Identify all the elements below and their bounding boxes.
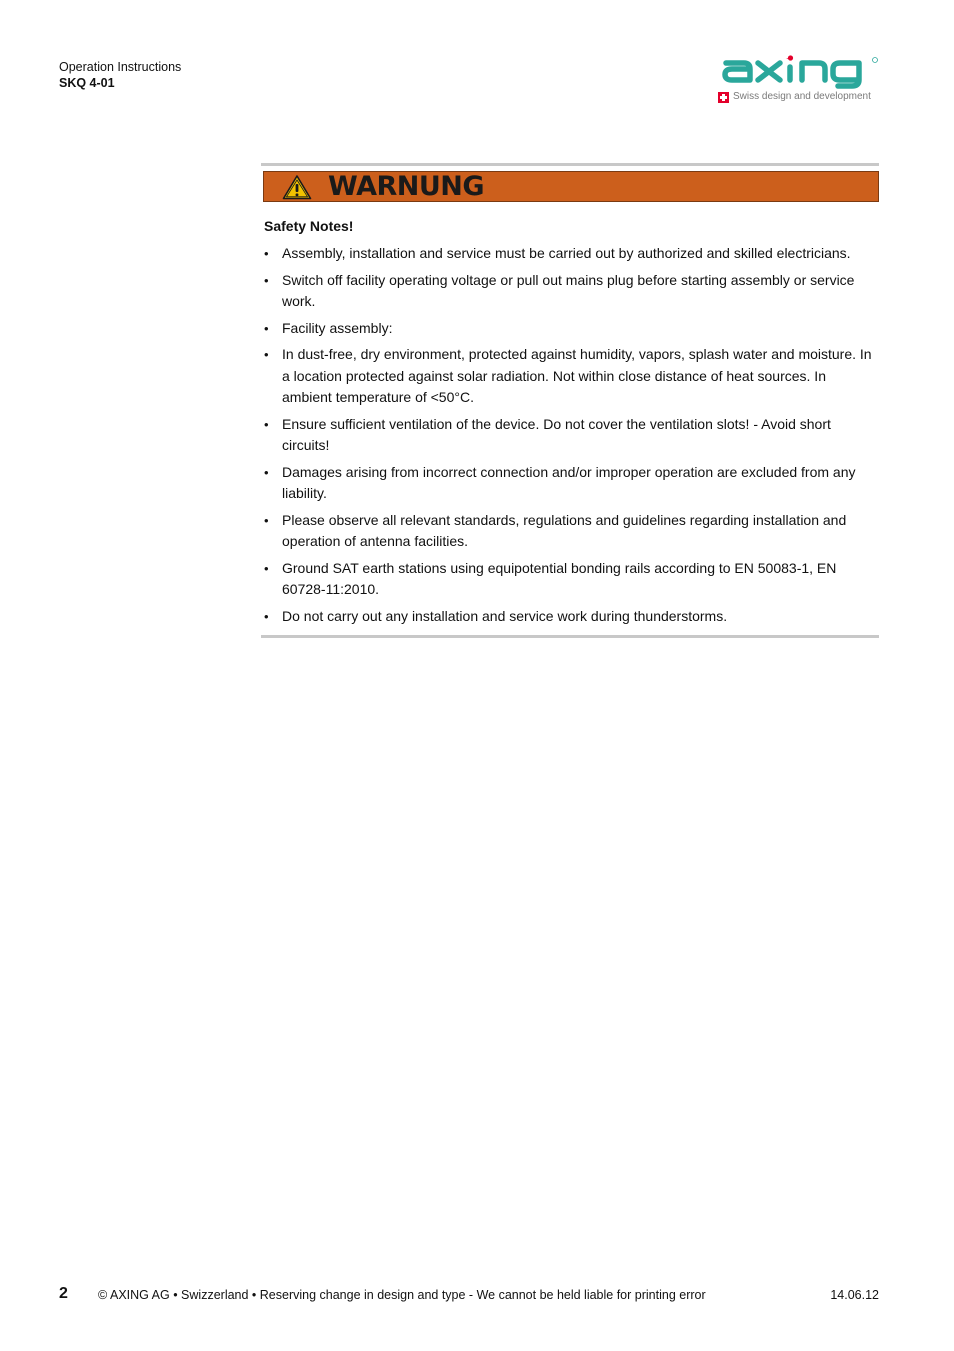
document-header xyxy=(59,59,181,91)
list-item: • Please observe all relevant standards, regulations and guidelines regarding installation and operation of antenna facilities. xyxy=(261,510,879,553)
list-item: • Damages arising from incorrect connection and/or improper operation are excluded from any liability. xyxy=(261,462,879,505)
list-item: • Facility assembly: xyxy=(261,318,879,340)
warning-banner xyxy=(263,171,879,202)
page-footer xyxy=(59,1283,879,1305)
safety-notes-list xyxy=(261,243,879,627)
list-item: • Ensure sufficient ventilation of the device. Do not cover the ventilation slots! - Avoid short circuits! xyxy=(261,414,879,457)
safety-notes-heading: Safety Notes! xyxy=(264,218,354,234)
swiss-flag-icon xyxy=(718,92,729,103)
axing-logo xyxy=(718,55,880,105)
list-item: • In dust-free, dry environment, protected against humidity, vapors, splash water and moisture. In a location protected against solar radiation. Not within close distance of heat sources. In ambient temperature of <50°C. xyxy=(261,344,879,409)
list-item: • Switch off facility operating voltage or pull out mains plug before starting assembly or service work. xyxy=(261,270,879,313)
warning-title: WARNUNG xyxy=(328,171,485,202)
tagline-text: Swiss design and development xyxy=(733,91,871,102)
logo-tagline xyxy=(718,91,880,103)
axing-wordmark xyxy=(718,55,880,89)
list-item: • Assembly, installation and service must be carried out by authorized and skilled electricians. xyxy=(261,243,879,265)
warning-section xyxy=(261,163,879,638)
page-number: 2 xyxy=(59,1285,68,1302)
list-item: • Do not carry out any installation and service work during thunderstorms. xyxy=(261,606,879,628)
list-item: • Ground SAT earth stations using equipotential bonding rails according to EN 50083-1, EN 60728-11:2010. xyxy=(261,558,879,601)
footer-date: 14.06.12 xyxy=(830,1288,879,1302)
doc-type-label: Operation Instructions xyxy=(59,60,182,74)
top-divider xyxy=(261,163,879,166)
warning-triangle-icon xyxy=(282,174,312,200)
bottom-divider xyxy=(261,635,879,638)
model-label: SKQ 4-01 xyxy=(59,76,115,90)
copyright-text: © AXING AG • Swizzerland • Reserving change in design and type - We cannot be held liable for printing error xyxy=(98,1288,706,1302)
